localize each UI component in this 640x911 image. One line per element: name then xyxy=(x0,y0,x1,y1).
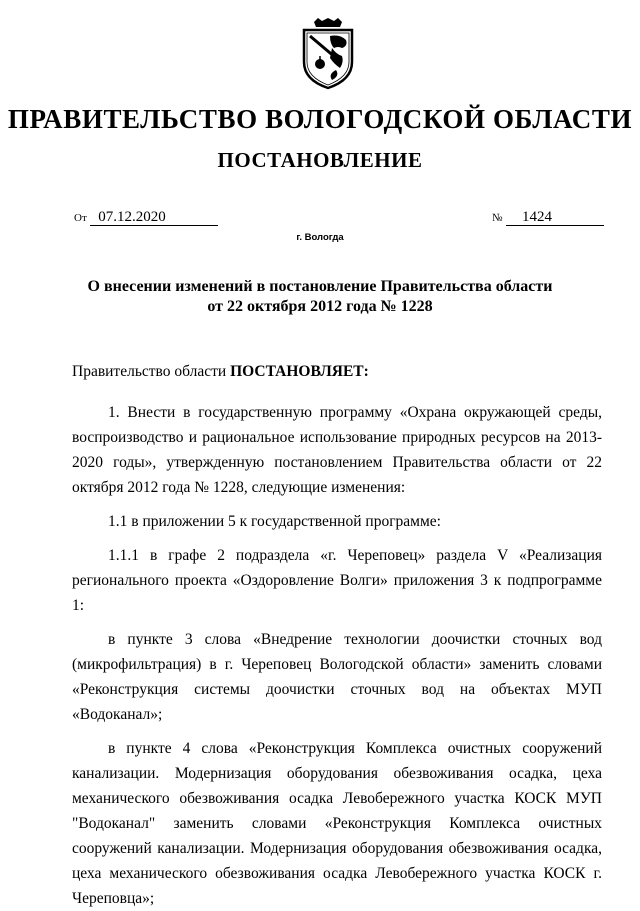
government-title: ПРАВИТЕЛЬСТВО ВОЛОГОДСКОЙ ОБЛАСТИ xyxy=(7,104,633,134)
decree-lead: Правительство области xyxy=(72,363,231,380)
date-value: 07.12.2020 xyxy=(90,210,218,226)
document-subject xyxy=(0,277,640,317)
number-field xyxy=(492,210,604,226)
coat-of-arms-icon xyxy=(296,18,360,90)
paragraph-4: в пункте 3 слова «Внедрение технологии доочистки сточных вод (микрофильтрация) в г. Череповец Вологодской области» заменить словами «Реконструкция системы доочистки сточных вод на объектах МУП «Водоканал»; xyxy=(72,631,602,723)
date-label: От xyxy=(74,212,87,224)
number-label: № xyxy=(492,212,503,224)
paragraph-2: 1.1 в приложении 5 к государственной программе: xyxy=(108,513,441,530)
decree-word: ПОСТАНОВЛЯЕТ: xyxy=(230,363,369,380)
paragraph-1: 1. Внести в государственную программу «Охрана окружающей среды, воспроизводство и рациональное использование природных ресурсов на 2013-2020 годы», утвержденную постановлением Правительства области от 22 октября 2012 года № 1228, следующие изменения: xyxy=(72,404,602,496)
document-type: ПОСТАНОВЛЕНИЕ xyxy=(217,148,423,172)
subject-line-2: от 22 октября 2012 года № 1228 xyxy=(207,298,433,315)
paragraph-5: в пункте 4 слова «Реконструкция Комплекса очистных сооружений канализации. Модернизация оборудования обезвоживания осадка, цеха механического обезвоживания осадка Левобережного участка КОСК МУП "Водоканал" заменить словами «Реконструкция Комплекса очистных сооружений канализации. Модернизация оборудования обезвоживания осадка, цеха механического обезвоживания осадка Левобережного участка КОСК г. Череповца»; xyxy=(72,740,602,907)
subject-line-1: О внесении изменений в постановление Правительства области xyxy=(87,278,553,295)
decree-line xyxy=(72,359,602,384)
document-body xyxy=(72,359,602,911)
paragraph-3: 1.1.1 в графе 2 подраздела «г. Череповец» раздела V «Реализация регионального проекта «Оздоровление Волги» приложения 3 к подпрограмме 1: xyxy=(72,547,602,614)
number-value: 1424 xyxy=(506,210,604,226)
date-field xyxy=(74,210,218,226)
city-label: г. Вологда xyxy=(296,232,344,243)
